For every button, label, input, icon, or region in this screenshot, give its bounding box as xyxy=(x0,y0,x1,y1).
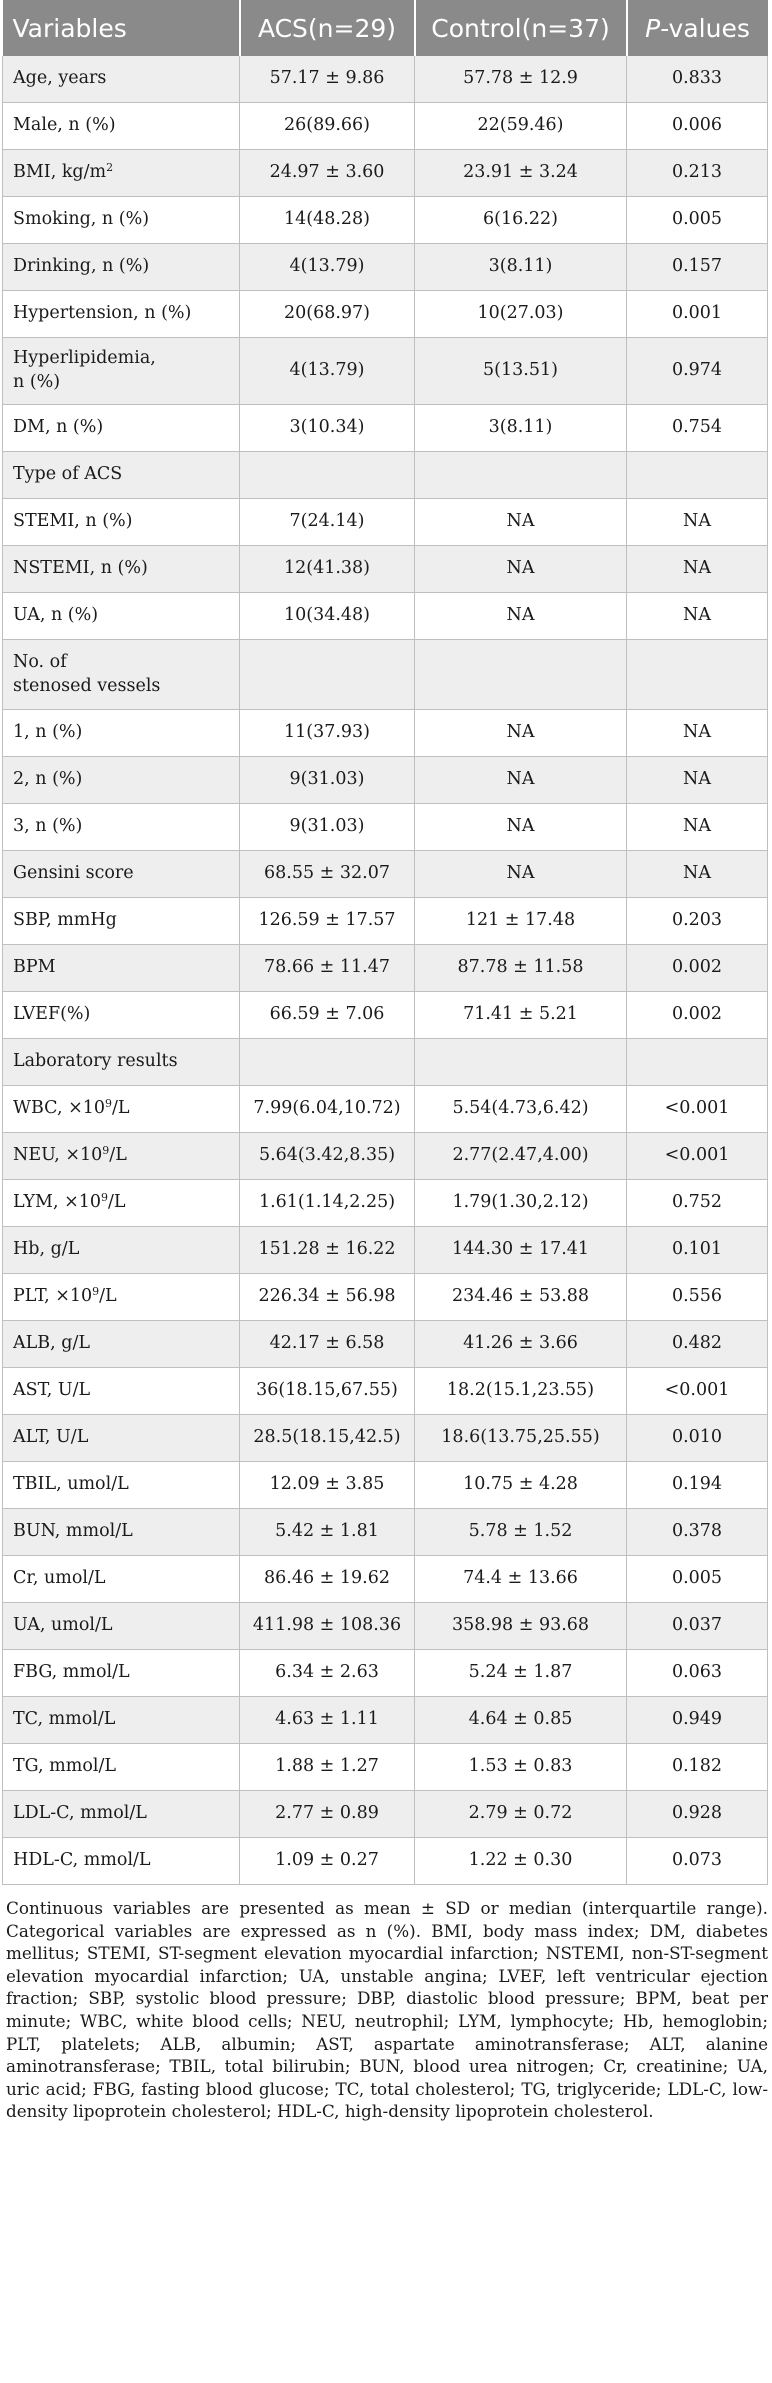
table-row xyxy=(3,405,768,452)
cell-acs: 66.59 ± 7.06 xyxy=(240,992,415,1039)
cell-acs: 12(41.38) xyxy=(240,546,415,593)
cell-p-value: <0.001 xyxy=(627,1133,768,1180)
cell-variable xyxy=(3,1509,240,1556)
table-row xyxy=(3,640,768,710)
cell-acs: 26(89.66) xyxy=(240,103,415,150)
table-row xyxy=(3,1509,768,1556)
table-row xyxy=(3,593,768,640)
variable-label: No. of xyxy=(13,651,67,672)
variable-label: Hb, g/L xyxy=(13,1239,80,1260)
header-row xyxy=(3,0,768,56)
cell-variable xyxy=(3,757,240,804)
table-row xyxy=(3,1368,768,1415)
cell-variable xyxy=(3,1556,240,1603)
variable-label: Male, n (%) xyxy=(13,115,116,136)
cell-control: 74.4 ± 13.66 xyxy=(415,1556,627,1603)
cell-variable xyxy=(3,710,240,757)
table-row xyxy=(3,1462,768,1509)
cell-p-value: 0.002 xyxy=(627,945,768,992)
cell-acs: 226.34 ± 56.98 xyxy=(240,1274,415,1321)
cell-variable xyxy=(3,338,240,405)
cell-p-value: 0.203 xyxy=(627,898,768,945)
cell-control: 3(8.11) xyxy=(415,244,627,291)
cell-acs: 1.09 ± 0.27 xyxy=(240,1838,415,1885)
table-row xyxy=(3,1744,768,1791)
cell-control: 144.30 ± 17.41 xyxy=(415,1227,627,1274)
cell-p-value: 0.073 xyxy=(627,1838,768,1885)
cell-p-value xyxy=(627,640,768,710)
cell-p-value: 0.194 xyxy=(627,1462,768,1509)
cell-acs: 14(48.28) xyxy=(240,197,415,244)
cell-control: 5.24 ± 1.87 xyxy=(415,1650,627,1697)
cell-control: 3(8.11) xyxy=(415,405,627,452)
table-row xyxy=(3,992,768,1039)
cell-acs: 9(31.03) xyxy=(240,804,415,851)
cell-variable xyxy=(3,1227,240,1274)
header-p-italic: P xyxy=(645,13,661,43)
cell-variable xyxy=(3,1791,240,1838)
cell-acs: 11(37.93) xyxy=(240,710,415,757)
table-row xyxy=(3,56,768,103)
table-row xyxy=(3,1791,768,1838)
cell-variable xyxy=(3,1415,240,1462)
cell-control: NA xyxy=(415,499,627,546)
cell-control xyxy=(415,1039,627,1086)
table-row xyxy=(3,1650,768,1697)
variable-label: Gensini score xyxy=(13,863,134,884)
cell-acs: 7.99(6.04,10.72) xyxy=(240,1086,415,1133)
cell-p-value: NA xyxy=(627,757,768,804)
variable-label: TC, mmol/L xyxy=(13,1709,116,1730)
cell-acs: 5.64(3.42,8.35) xyxy=(240,1133,415,1180)
cell-p-value: NA xyxy=(627,546,768,593)
variable-label: TBIL, umol/L xyxy=(13,1474,129,1495)
cell-variable xyxy=(3,1133,240,1180)
cell-p-value: 0.005 xyxy=(627,1556,768,1603)
cell-control: 2.79 ± 0.72 xyxy=(415,1791,627,1838)
variable-label: HDL-C, mmol/L xyxy=(13,1850,151,1871)
cell-acs: 68.55 ± 32.07 xyxy=(240,851,415,898)
cell-variable xyxy=(3,593,240,640)
variable-label: TG, mmol/L xyxy=(13,1756,116,1777)
cell-control: 5.78 ± 1.52 xyxy=(415,1509,627,1556)
cell-control: 234.46 ± 53.88 xyxy=(415,1274,627,1321)
table-row xyxy=(3,197,768,244)
cell-variable xyxy=(3,546,240,593)
cell-acs xyxy=(240,452,415,499)
cell-control: 2.77(2.47,4.00) xyxy=(415,1133,627,1180)
cell-control: 10(27.03) xyxy=(415,291,627,338)
variable-label: BUN, mmol/L xyxy=(13,1521,133,1542)
table-footnote: Continuous variables are presented as mean ± SD or median (interquartile range). Categorical variables are expressed as n (%). BMI, body mass index; DM, diabetes mellitus; STEMI, ST-segment elevation myocardial infarction; NSTEMI, non-ST-segment elevation myocardial infarction; UA, unstable angina; LVEF, left ventricular ejection fraction; SBP, systolic blood pressure; DBP, diastolic blood pressure; BPM, beat per minute; WBC, white blood cells; NEU, neutrophil; LYM, lymphocyte; Hb, hemoglobin; PLT, platelets; ALB, albumin; AST, aspartate aminotransferase; ALT, alanine aminotransferase; TBIL, total bilirubin; BUN, blood urea nitrogen; Cr, creatinine; UA, uric acid; FBG, fasting blood glucose; TC, total cholesterol; TG, triglyceride; LDL-C, low-density lipoprotein cholesterol; HDL-C, high-density lipoprotein cholesterol. xyxy=(6,1898,768,2122)
cell-p-value: 0.482 xyxy=(627,1321,768,1368)
variable-label: PLT, ×10 xyxy=(13,1286,93,1307)
cell-acs: 5.42 ± 1.81 xyxy=(240,1509,415,1556)
cell-control: 121 ± 17.48 xyxy=(415,898,627,945)
cell-p-value: 0.833 xyxy=(627,56,768,103)
cell-acs: 411.98 ± 108.36 xyxy=(240,1603,415,1650)
variable-superscript: 2 xyxy=(106,161,114,175)
cell-variable xyxy=(3,1086,240,1133)
variable-label-line2: n (%) xyxy=(13,372,61,392)
cell-control: 18.2(15.1,23.55) xyxy=(415,1368,627,1415)
variable-label: NEU, ×10 xyxy=(13,1145,103,1166)
cell-acs: 42.17 ± 6.58 xyxy=(240,1321,415,1368)
cell-variable xyxy=(3,1321,240,1368)
cell-acs: 78.66 ± 11.47 xyxy=(240,945,415,992)
cell-control: NA xyxy=(415,851,627,898)
cell-variable xyxy=(3,1462,240,1509)
cell-acs: 6.34 ± 2.63 xyxy=(240,1650,415,1697)
variable-label: 1, n (%) xyxy=(13,722,83,743)
cell-variable xyxy=(3,640,240,710)
cell-control: 22(59.46) xyxy=(415,103,627,150)
cell-p-value: 0.101 xyxy=(627,1227,768,1274)
table-row xyxy=(3,898,768,945)
cell-acs: 4.63 ± 1.11 xyxy=(240,1697,415,1744)
cell-variable xyxy=(3,1274,240,1321)
table-row xyxy=(3,1321,768,1368)
variable-label-suffix: /L xyxy=(99,1286,117,1307)
table-row xyxy=(3,499,768,546)
cell-variable xyxy=(3,1744,240,1791)
variable-superscript: 9 xyxy=(92,1285,100,1299)
variable-label: FBG, mmol/L xyxy=(13,1662,130,1683)
header-variables: Variables xyxy=(3,0,240,56)
cell-acs: 20(68.97) xyxy=(240,291,415,338)
table-row xyxy=(3,1227,768,1274)
table-row xyxy=(3,1603,768,1650)
cell-acs: 3(10.34) xyxy=(240,405,415,452)
cell-p-value: NA xyxy=(627,804,768,851)
cell-control: 1.79(1.30,2.12) xyxy=(415,1180,627,1227)
table-row xyxy=(3,546,768,593)
cell-variable xyxy=(3,56,240,103)
variable-label-suffix: /L xyxy=(112,1098,130,1119)
cell-acs: 24.97 ± 3.60 xyxy=(240,150,415,197)
variable-superscript: 9 xyxy=(105,1097,112,1111)
table-row xyxy=(3,1133,768,1180)
cell-control: 23.91 ± 3.24 xyxy=(415,150,627,197)
cell-variable xyxy=(3,945,240,992)
table-row xyxy=(3,291,768,338)
table-row xyxy=(3,1180,768,1227)
cell-acs xyxy=(240,640,415,710)
cell-control: 57.78 ± 12.9 xyxy=(415,56,627,103)
header-p-values xyxy=(627,0,768,56)
table-row xyxy=(3,1415,768,1462)
variable-label: STEMI, n (%) xyxy=(13,511,133,532)
variable-label-suffix: /L xyxy=(109,1145,127,1166)
cell-control: NA xyxy=(415,546,627,593)
variable-label-line2: stenosed vessels xyxy=(13,675,161,696)
variable-label: Type of ACS xyxy=(13,464,123,485)
variable-label: BMI, kg/m xyxy=(13,162,107,183)
variable-label: UA, umol/L xyxy=(13,1615,113,1636)
header-acs: ACS(n=29) xyxy=(240,0,415,56)
variable-superscript: 9 xyxy=(101,1191,109,1205)
cell-acs xyxy=(240,1039,415,1086)
cell-variable xyxy=(3,291,240,338)
cell-p-value: 0.556 xyxy=(627,1274,768,1321)
variable-label-suffix: /L xyxy=(108,1192,126,1213)
cell-variable xyxy=(3,405,240,452)
cell-control xyxy=(415,452,627,499)
table-row xyxy=(3,1697,768,1744)
table-row xyxy=(3,1556,768,1603)
cell-control: NA xyxy=(415,593,627,640)
variable-label: ALB, g/L xyxy=(13,1333,90,1354)
cell-control: 18.6(13.75,25.55) xyxy=(415,1415,627,1462)
variable-label: ALT, U/L xyxy=(13,1427,89,1448)
cell-p-value: <0.001 xyxy=(627,1086,768,1133)
cell-control: 87.78 ± 11.58 xyxy=(415,945,627,992)
cell-p-value: 0.005 xyxy=(627,197,768,244)
table-row xyxy=(3,452,768,499)
cell-p-value: 0.010 xyxy=(627,1415,768,1462)
cell-acs: 126.59 ± 17.57 xyxy=(240,898,415,945)
variable-label: 2, n (%) xyxy=(13,769,83,790)
variable-label: DM, n (%) xyxy=(13,417,104,438)
cell-acs: 7(24.14) xyxy=(240,499,415,546)
characteristics-table xyxy=(2,0,768,1885)
cell-acs: 4(13.79) xyxy=(240,244,415,291)
cell-p-value: 0.157 xyxy=(627,244,768,291)
variable-label: Laboratory results xyxy=(13,1051,178,1072)
table-row xyxy=(3,338,768,405)
table-row xyxy=(3,244,768,291)
cell-acs: 36(18.15,67.55) xyxy=(240,1368,415,1415)
cell-acs: 57.17 ± 9.86 xyxy=(240,56,415,103)
table-row xyxy=(3,804,768,851)
variable-label: Age, years xyxy=(13,68,107,89)
cell-variable xyxy=(3,452,240,499)
cell-p-value: 0.001 xyxy=(627,291,768,338)
cell-control: NA xyxy=(415,804,627,851)
cell-control: 1.53 ± 0.83 xyxy=(415,1744,627,1791)
header-control: Control(n=37) xyxy=(415,0,627,56)
cell-control: 358.98 ± 93.68 xyxy=(415,1603,627,1650)
cell-p-value: NA xyxy=(627,710,768,757)
cell-p-value: NA xyxy=(627,851,768,898)
table-row xyxy=(3,1039,768,1086)
cell-acs: 1.61(1.14,2.25) xyxy=(240,1180,415,1227)
cell-p-value: 0.754 xyxy=(627,405,768,452)
variable-label: LDL-C, mmol/L xyxy=(13,1803,147,1824)
table-row xyxy=(3,851,768,898)
table-row xyxy=(3,1838,768,1885)
cell-p-value: 0.928 xyxy=(627,1791,768,1838)
variable-label: AST, U/L xyxy=(13,1380,91,1401)
cell-acs: 12.09 ± 3.85 xyxy=(240,1462,415,1509)
cell-control: 4.64 ± 0.85 xyxy=(415,1697,627,1744)
table-row xyxy=(3,757,768,804)
cell-variable xyxy=(3,1603,240,1650)
variable-label: NSTEMI, n (%) xyxy=(13,558,148,579)
cell-variable xyxy=(3,1650,240,1697)
table-body xyxy=(3,56,768,1885)
variable-label: BPM xyxy=(13,957,56,978)
cell-p-value: <0.001 xyxy=(627,1368,768,1415)
cell-p-value: 0.002 xyxy=(627,992,768,1039)
cell-control xyxy=(415,640,627,710)
table-row xyxy=(3,103,768,150)
cell-p-value: 0.752 xyxy=(627,1180,768,1227)
cell-variable xyxy=(3,499,240,546)
cell-control: 10.75 ± 4.28 xyxy=(415,1462,627,1509)
cell-variable xyxy=(3,103,240,150)
cell-acs: 9(31.03) xyxy=(240,757,415,804)
cell-p-value: 0.182 xyxy=(627,1744,768,1791)
cell-variable xyxy=(3,1838,240,1885)
variable-label: UA, n (%) xyxy=(13,605,99,626)
variable-label: Cr, umol/L xyxy=(13,1568,106,1589)
table-row xyxy=(3,710,768,757)
table-row xyxy=(3,1274,768,1321)
cell-variable xyxy=(3,1039,240,1086)
variable-label: Hypertension, n (%) xyxy=(13,303,192,324)
cell-p-value: NA xyxy=(627,593,768,640)
cell-control: 71.41 ± 5.21 xyxy=(415,992,627,1039)
cell-variable xyxy=(3,804,240,851)
variable-label: LVEF(%) xyxy=(13,1004,91,1025)
cell-acs: 151.28 ± 16.22 xyxy=(240,1227,415,1274)
table-header xyxy=(3,0,768,56)
cell-p-value: 0.037 xyxy=(627,1603,768,1650)
cell-variable xyxy=(3,244,240,291)
cell-p-value: 0.974 xyxy=(627,338,768,405)
variable-label: LYM, ×10 xyxy=(13,1192,102,1213)
cell-acs: 86.46 ± 19.62 xyxy=(240,1556,415,1603)
variable-label: SBP, mmHg xyxy=(13,910,117,931)
cell-variable xyxy=(3,1368,240,1415)
cell-p-value xyxy=(627,452,768,499)
variable-label: WBC, ×10 xyxy=(13,1098,105,1119)
cell-variable xyxy=(3,1180,240,1227)
cell-p-value xyxy=(627,1039,768,1086)
cell-acs: 10(34.48) xyxy=(240,593,415,640)
cell-variable xyxy=(3,1697,240,1744)
cell-p-value: 0.213 xyxy=(627,150,768,197)
cell-variable xyxy=(3,851,240,898)
cell-control: 5.54(4.73,6.42) xyxy=(415,1086,627,1133)
variable-label: Drinking, n (%) xyxy=(13,256,150,277)
table-row xyxy=(3,945,768,992)
cell-control: 6(16.22) xyxy=(415,197,627,244)
cell-acs: 4(13.79) xyxy=(240,338,415,405)
cell-variable xyxy=(3,197,240,244)
cell-control: NA xyxy=(415,710,627,757)
cell-p-value: 0.378 xyxy=(627,1509,768,1556)
cell-control: 41.26 ± 3.66 xyxy=(415,1321,627,1368)
cell-acs: 2.77 ± 0.89 xyxy=(240,1791,415,1838)
variable-label: Smoking, n (%) xyxy=(13,209,150,230)
table-row xyxy=(3,150,768,197)
variable-label: Hyperlipidemia, xyxy=(13,348,156,369)
cell-p-value: 0.063 xyxy=(627,1650,768,1697)
cell-p-value: 0.006 xyxy=(627,103,768,150)
cell-control: NA xyxy=(415,757,627,804)
variable-label: 3, n (%) xyxy=(13,816,83,837)
cell-p-value: NA xyxy=(627,499,768,546)
cell-p-value: 0.949 xyxy=(627,1697,768,1744)
header-p-rest: -values xyxy=(660,13,750,43)
cell-acs: 28.5(18.15,42.5) xyxy=(240,1415,415,1462)
cell-variable xyxy=(3,150,240,197)
variable-superscript: 9 xyxy=(102,1144,110,1158)
cell-control: 5(13.51) xyxy=(415,338,627,405)
cell-variable xyxy=(3,992,240,1039)
cell-variable xyxy=(3,898,240,945)
table-row xyxy=(3,1086,768,1133)
cell-control: 1.22 ± 0.30 xyxy=(415,1838,627,1885)
cell-acs: 1.88 ± 1.27 xyxy=(240,1744,415,1791)
